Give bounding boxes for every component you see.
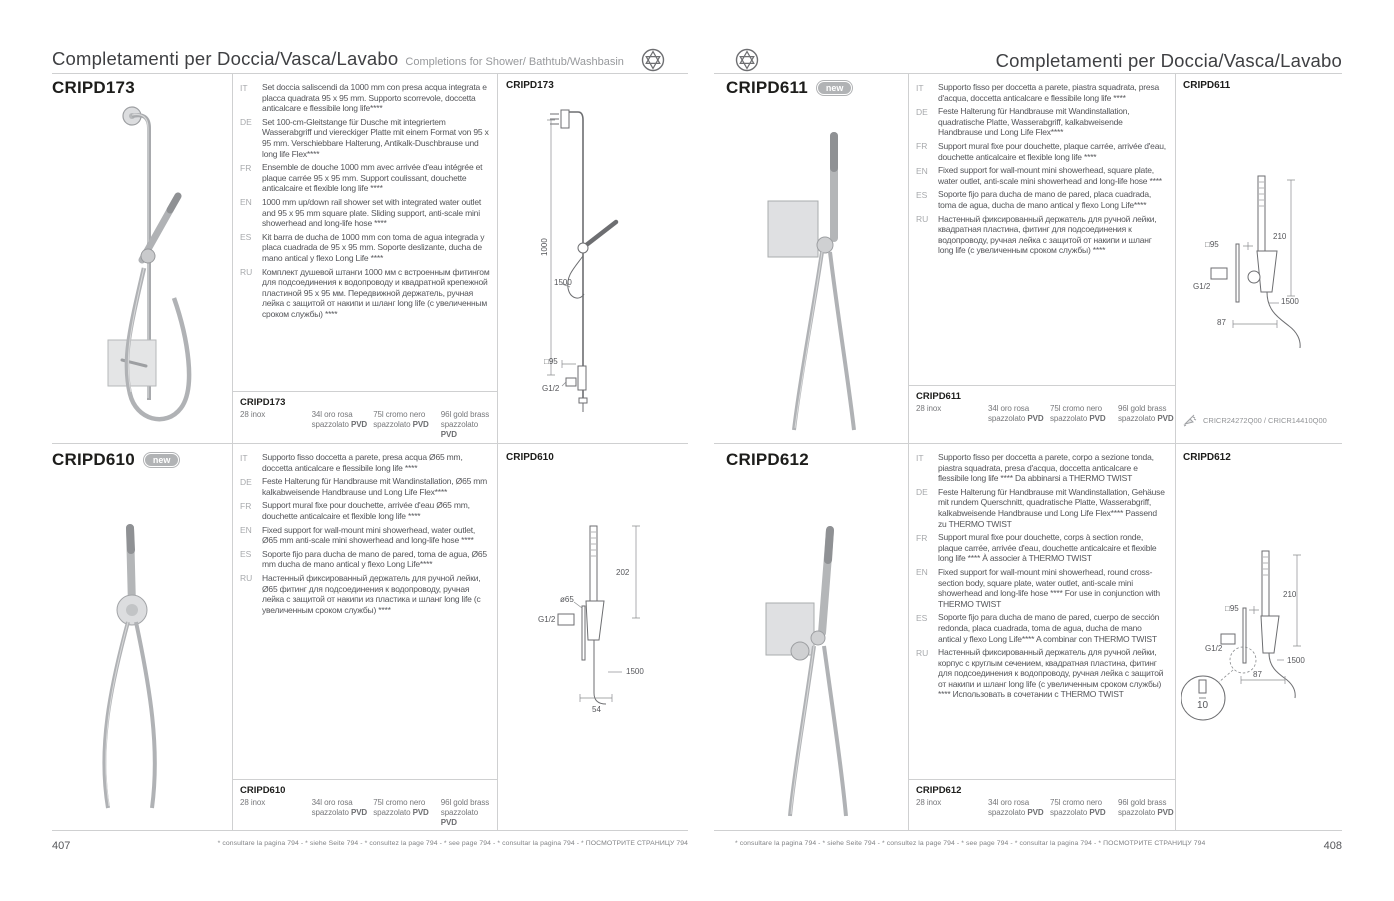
drawing-code: CRIPD611 <box>1183 80 1231 91</box>
finish-treatment: spazzolato PVD <box>311 420 368 429</box>
page-number: 408 <box>1323 840 1342 852</box>
description-row <box>240 452 492 473</box>
language-code: ES <box>240 232 252 243</box>
new-badge: new <box>817 81 853 95</box>
description-row <box>916 189 1166 210</box>
description-row <box>240 500 492 521</box>
finish-option <box>240 798 312 828</box>
description-row <box>916 82 1166 103</box>
technical-drawing <box>1181 96 1349 406</box>
description-row <box>240 197 492 229</box>
finish-name: 28 inox <box>240 410 266 419</box>
product-code: CRIPD612 <box>726 450 809 469</box>
finish-option <box>988 798 1050 818</box>
description-list <box>240 452 492 618</box>
language-code: FR <box>240 162 252 173</box>
dim-outlet: ø65 <box>560 595 574 604</box>
description-text: Настенный фиксированный держатель для ручной лейки, Ø65 фитинг для подсоединения к водопроводу, ручная лейка с защитой от накипи из пластика и шланг long life (с увеличенным сроком службы) **** <box>262 572 481 615</box>
language-code: IT <box>240 452 248 463</box>
description-text: Supporto fisso per doccetta a parete, corpo a sezione tonda, piastra squadrata, presa d'acqua, doccetta anticalcare e flessibile long life **** Da abbinarsi a THERMO TWIST <box>938 452 1154 484</box>
language-code: DE <box>916 487 928 498</box>
brand-star-icon <box>735 48 759 72</box>
dim-detail: 10 <box>1197 700 1209 711</box>
finishes-row <box>916 798 1174 818</box>
finish-option <box>441 410 496 440</box>
showerhead-icon <box>1183 414 1198 427</box>
description-row <box>240 117 492 159</box>
finishes-rule <box>232 779 497 780</box>
dim-plate: □95 <box>544 357 558 366</box>
finish-option <box>916 798 988 818</box>
dim-head: 210 <box>1283 590 1297 599</box>
description-text: Soporte fijo para ducha de mano de pared, cuerpo de sección redonda, placa cuadrada, toma de agua, ducha de mano antical y flexo Long Life**** A combinar con THERMO TWIST <box>938 612 1160 644</box>
description-list <box>240 82 492 322</box>
finish-name: 96l gold brass <box>1118 404 1167 413</box>
finish-treatment: spazzolato PVD <box>373 420 429 429</box>
language-code: FR <box>916 141 928 152</box>
finishes-row <box>240 410 496 440</box>
language-code: DE <box>916 106 928 117</box>
finish-option <box>312 410 374 440</box>
column-divider <box>1175 443 1176 830</box>
description-row <box>240 162 492 194</box>
description-row <box>240 476 492 497</box>
description-list <box>916 452 1166 703</box>
finish-treatment: spazzolato PVD <box>1050 414 1106 423</box>
description-row <box>240 267 492 320</box>
finish-treatment: spazzolato PVD <box>373 808 429 817</box>
description-row <box>240 549 492 570</box>
language-code: FR <box>240 500 252 511</box>
finish-name: 96l gold brass <box>440 798 490 807</box>
language-code: RU <box>916 647 929 658</box>
product-code: CRIPD610 <box>52 450 135 469</box>
language-code: EN <box>240 525 252 536</box>
language-code: EN <box>240 197 252 208</box>
finish-option <box>441 798 496 828</box>
description-row <box>916 106 1166 138</box>
dim-width: 54 <box>592 705 601 714</box>
description-row <box>240 573 492 615</box>
page-number: 407 <box>52 840 71 852</box>
finishes-code: CRIPD610 <box>240 785 286 796</box>
drawing-code: CRIPD610 <box>506 452 554 463</box>
description-row <box>240 232 492 264</box>
finish-option <box>1118 798 1174 818</box>
dim-plate: □95 <box>1225 604 1239 613</box>
description-text: Комплект душевой штанги 1000 мм с встроенным фитингом для подсоединения к водопроводу и квадратной крепежной пластиной 95 x 95 мм. Передвижной держатель, ручная лейка с защитой от накипи и шланг long life (с увеличенным сроком службы) **** <box>262 266 490 319</box>
finish-treatment: spazzolato PVD <box>440 420 479 439</box>
finish-name: 75l cromo nero <box>1050 404 1102 413</box>
finish-name: 28 inox <box>240 798 266 807</box>
finish-name: 34l oro rosa <box>988 404 1030 413</box>
footnote: * consultare la pagina 794 - * siehe Seite 794 - * consultez la page 794 - * see page 794 - * consultar la pagina 794 - * ПОСМОТРИТЕ СТРАНИЦУ 794 <box>735 840 1206 847</box>
product-photo <box>742 98 897 436</box>
language-code: EN <box>916 567 928 578</box>
dim-hose: 1500 <box>1281 297 1299 306</box>
finish-name: 96l gold brass <box>1118 798 1167 807</box>
product-heading <box>726 450 809 470</box>
description-text: Настенный фиксированный держатель для ручной лейки, корпус с круглым сечением, квадратная пластина, фитинг для подсоединения к водопроводу, ручная лейка с защитой от накипи и шланг long life (с увеличенным сроком службы) **** Использовать в сочетании с THERMO TWIST <box>938 647 1164 700</box>
finish-treatment: spazzolato PVD <box>1050 808 1106 817</box>
finish-name: 28 inox <box>916 798 942 807</box>
description-row <box>916 647 1166 700</box>
description-text: Feste Halterung für Handbrause mit Wandinstallation, quadratische Platte, Wasserabgriff, kalkabweisende Handbrause und Long Life Flex**** <box>938 106 1130 138</box>
language-code: DE <box>240 476 252 487</box>
finish-option <box>916 404 988 424</box>
description-row <box>916 612 1166 644</box>
language-code: FR <box>916 532 928 543</box>
column-divider <box>497 74 498 443</box>
technical-drawing <box>504 96 686 430</box>
description-text: Fixed support for wall-mount mini showerhead, square plate, water outlet, anti-scale mini showerhead and long-life hose **** <box>938 165 1162 186</box>
description-text: Soporte fijo para ducha de mano de pared, toma de agua, Ø65 mm ducha de mano antical y flexo Long Life**** <box>262 548 487 570</box>
description-row <box>916 214 1166 256</box>
language-code: DE <box>240 117 252 128</box>
dim-hose: 1500 <box>626 667 644 676</box>
finish-option <box>373 410 441 440</box>
description-row <box>916 532 1166 564</box>
description-text: Kit barra de ducha de 1000 mm con toma de agua integrada y placa cuadrada de 95 x 95 mm. Soporte deslizante, ducha de mano antical y flexo Long Life **** <box>262 231 485 263</box>
language-code: IT <box>240 82 248 93</box>
finish-name: 75l cromo nero <box>1050 798 1102 807</box>
dim-thread: G1/2 <box>538 615 556 624</box>
description-text: Support mural fixe pour douchette, corps à section ronde, plaque carrée, arrivée d'eau, douchette anticalcaire et flexible long life **** À associer à THERMO TWIST <box>938 532 1157 564</box>
product-heading <box>726 78 852 98</box>
column-divider <box>232 74 233 443</box>
finish-option <box>1118 404 1174 424</box>
section-divider <box>52 443 688 444</box>
technical-drawing <box>504 468 686 726</box>
description-text: Feste Halterung für Handbrause mit Wandinstallation, Ø65 mm kalkabweisende Handbrause und Long Life Flex**** <box>262 476 488 497</box>
new-badge: new <box>144 453 180 467</box>
product-code: CRIPD611 <box>726 78 808 97</box>
column-divider <box>1175 74 1176 443</box>
finish-name: 75l cromo nero <box>373 798 426 807</box>
dim-head: 210 <box>1273 232 1287 241</box>
footer-rule <box>714 830 1342 831</box>
finishes-code: CRIPD173 <box>240 397 286 408</box>
product-heading <box>52 450 179 470</box>
product-photo <box>742 488 897 823</box>
drawing-code: CRIPD612 <box>1183 452 1231 463</box>
description-text: Ensemble de douche 1000 mm avec arrivée d'eau intégrée et plaque carrée 95 x 95 mm. Support coulissant, douchette anticalcaire et flexible long life **** <box>262 162 483 194</box>
finishes-rule <box>232 391 497 392</box>
dim-width: 87 <box>1217 318 1226 327</box>
section-divider <box>714 443 1342 444</box>
language-code: IT <box>916 452 924 463</box>
description-row <box>240 525 492 546</box>
finishes-row <box>916 404 1174 424</box>
dim-thread: G1/2 <box>1205 644 1223 653</box>
description-text: Fixed support for wall-mount mini showerhead, round cross-section body, square plate, water outlet, anti-scale mini showerhead and long-life hose **** For use in conjunction with THERMO TWIST <box>938 566 1160 609</box>
related-codes-text: CRICR24272Q00 / CRICR14410Q00 <box>1203 416 1327 425</box>
header-rule <box>714 73 1342 74</box>
finish-option <box>240 410 312 440</box>
description-text: Support mural fixe pour douchette, arrivée d'eau Ø65 mm, douchette anticalcaire et flexible long life **** <box>262 500 470 521</box>
finish-option <box>1050 404 1118 424</box>
finish-option <box>373 798 441 828</box>
finish-name: 34l oro rosa <box>311 410 353 419</box>
finish-name: 75l cromo nero <box>373 410 426 419</box>
description-text: Support mural fixe pour douchette, plaque carrée, arrivée d'eau, douchette anticalcaire et flexible long life **** <box>938 140 1166 162</box>
finishes-row <box>240 798 496 828</box>
finish-name: 28 inox <box>916 404 942 413</box>
description-row <box>916 452 1166 484</box>
finish-treatment: spazzolato PVD <box>1118 414 1174 423</box>
language-code: RU <box>240 573 253 584</box>
finish-name: 34l oro rosa <box>311 798 353 807</box>
language-code: RU <box>916 214 929 225</box>
finish-treatment: spazzolato PVD <box>311 808 368 817</box>
dim-rail: 1000 <box>540 238 549 256</box>
product-code: CRIPD173 <box>52 78 135 97</box>
description-row <box>916 141 1166 162</box>
column-divider <box>497 443 498 830</box>
finish-name: 34l oro rosa <box>988 798 1030 807</box>
finish-option <box>1050 798 1118 818</box>
footer-rule <box>52 830 688 831</box>
description-row <box>916 165 1166 186</box>
language-code: ES <box>916 189 928 200</box>
language-code: ES <box>916 612 928 623</box>
header-rule <box>52 73 688 74</box>
product-heading <box>52 78 135 98</box>
description-row <box>916 567 1166 609</box>
page-title: Completamenti per Doccia/Vasca/Lavabo <box>52 48 399 69</box>
description-row <box>240 82 492 114</box>
finishes-code: CRIPD612 <box>916 785 962 796</box>
finish-treatment: spazzolato PVD <box>988 808 1044 817</box>
product-photo <box>70 488 225 823</box>
drawing-code: CRIPD173 <box>506 80 554 91</box>
dim-head: 202 <box>616 568 630 577</box>
finish-treatment: spazzolato PVD <box>440 808 479 827</box>
description-text: Set 100-cm-Gleitstange für Dusche mit integriertem Wasserabgriff und viereckiger Platte mit einem Format von 95 x 95 mm. Verschiebbare Halterung, Antikalk-Duschbrause und long life Flex**** <box>262 116 489 159</box>
language-code: EN <box>916 165 928 176</box>
finish-name: 96l gold brass <box>440 410 490 419</box>
description-text: Настенный фиксированный держатель для ручной лейки, квадратная пластина, фитинг для подсоединения к водопроводу, ручная лейка с защитой от накипи и шланг long life (с увеличенным сроком службы) **** <box>938 213 1157 256</box>
finishes-rule <box>908 779 1175 780</box>
language-code: IT <box>916 82 924 93</box>
dim-hose: 1500 <box>554 278 572 287</box>
related-codes <box>1183 414 1327 427</box>
finishes-code: CRIPD611 <box>916 391 961 402</box>
description-text: Soporte fijo para ducha de mano de pared, placa cuadrada, toma de agua, ducha de mano antical y flexo Long Life**** <box>938 189 1152 210</box>
description-text: 1000 mm up/down rail shower set with integrated water outlet and 95 x 95 mm square plate. Sliding support, anti-scale mini showerhead and long-life hose **** <box>262 196 482 229</box>
finish-treatment: spazzolato PVD <box>988 414 1044 423</box>
description-row <box>916 487 1166 529</box>
finishes-rule <box>908 385 1175 386</box>
description-list <box>916 82 1166 259</box>
brand-star-icon <box>641 48 665 72</box>
dim-plate: □95 <box>1205 240 1219 249</box>
description-text: Feste Halterung für Handbrause mit Wandinstallation, Gehäuse mit rundem Querschnitt, quadratische Platte, Wasserabgriff, kalkabweisende Handbrause und Long Life Flex**** Passend zu THERMO TWIST <box>938 486 1165 529</box>
finish-treatment: spazzolato PVD <box>1118 808 1174 817</box>
header-left <box>52 48 624 70</box>
finish-option <box>312 798 374 828</box>
description-text: Fixed support for wall-mount mini showerhead, water outlet, Ø65 mm anti-scale mini showerhead and long-life hose **** <box>262 524 476 546</box>
language-code: ES <box>240 549 252 560</box>
dim-thread: G1/2 <box>1193 282 1211 291</box>
column-divider <box>908 74 909 443</box>
description-text: Set doccia saliscendi da 1000 mm con presa acqua integrata e placca quadrata 95 x 95 mm. Supporto scorrevole, doccetta anticalcare e flessibile long life**** <box>262 82 487 114</box>
dim-thread: G1/2 <box>542 384 560 393</box>
page-subtitle: Completions for Shower/ Bathtub/Washbasin <box>405 56 624 68</box>
description-text: Supporto fisso per doccetta a parete, piastra squadrata, presa d'acqua, doccetta anticalcare e flessibile long life **** <box>938 82 1160 103</box>
technical-drawing <box>1181 468 1349 728</box>
dim-width: 87 <box>1253 670 1262 679</box>
description-text: Supporto fisso doccetta a parete, presa acqua Ø65 mm, doccetta anticalcare e flessibile long life **** <box>262 452 463 473</box>
column-divider <box>232 443 233 830</box>
column-divider <box>908 443 909 830</box>
page-title: Completamenti per Doccia/Vasca/Lavabo <box>995 50 1342 71</box>
finish-option <box>988 404 1050 424</box>
language-code: RU <box>240 267 253 277</box>
footnote: * consultare la pagina 794 - * siehe Seite 794 - * consultez la page 794 - * see page 794 - * consultar la pagina 794 - * ПОСМОТРИТЕ СТРАНИЦУ 794 <box>217 840 688 847</box>
dim-hose: 1500 <box>1287 656 1305 665</box>
product-photo <box>70 98 225 436</box>
